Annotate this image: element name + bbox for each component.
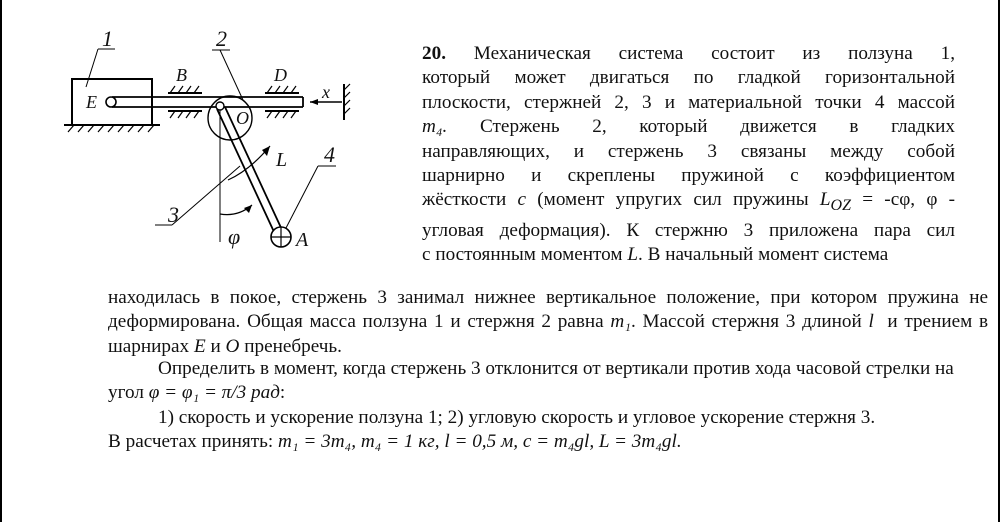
problem-number: 20. (422, 43, 446, 64)
label-E: E (86, 92, 97, 112)
problem-tasks: 1) скорость и ускорение ползуна 1; 2) угловую скорость и угловое ускорение стержня 3. В расчетах принять: m₁ = 3m₄, m₄ = 1 кг, l = 0,5 м, c = m₄gl, L = 3m₄gl. (108, 407, 876, 453)
intro-line-1: 20. Механическая система состоит из ползуна 1, (422, 43, 955, 64)
hinge-E (106, 97, 116, 107)
intro-line-2: который может двигаться по гладкой горизонтальной (422, 67, 955, 89)
problem-intro (422, 42, 955, 267)
leader-1 (86, 49, 98, 87)
rod-3-right (225, 107, 283, 232)
intro-line-6: шарнирно и скреплены пружиной с коэффициентом (422, 165, 955, 187)
label-1: 1 (102, 26, 113, 51)
intro-line-9: с постоянным моментом L. В начальный момент система (422, 244, 889, 266)
leader-3 (172, 166, 240, 225)
label-phi: φ (228, 224, 241, 249)
label-D: D (274, 65, 287, 85)
label-L: L (276, 149, 288, 171)
problem-question: Определить в момент, когда стержень 3 отклонится от вертикали против хода часовой стрелки на угол φ = φ₁ = π/3 рад: (108, 358, 954, 404)
intro-line-8: угловая деформация). К стержню 3 приложена пара сил (422, 219, 955, 241)
label-A: A (296, 229, 309, 251)
leader-2 (220, 50, 243, 100)
hinge-O (216, 102, 224, 110)
label-4: 4 (324, 142, 335, 167)
leader-4 (286, 166, 318, 228)
intro-line-3: плоскости, стержней 2, 3 и материальной точки 4 массой (422, 91, 955, 113)
mechanism-diagram (60, 20, 400, 260)
intro-line-4: m₄. Стержень 2, который движется в гладких (422, 116, 956, 138)
ground-hatch (68, 125, 154, 132)
label-x: x (322, 82, 330, 102)
label-O: O (236, 108, 249, 128)
x-axis-arrowhead (310, 99, 318, 105)
label-2: 2 (216, 26, 227, 51)
label-3: 3 (168, 202, 179, 227)
intro-line-5: направляющих, и стержень 3 связаны между собой (422, 140, 955, 162)
label-B: B (176, 65, 187, 85)
mechanism-figure (60, 20, 400, 260)
problem-conditions: находилась в покое, стержень 3 занимал нижнее вертикальное положение, при котором пружина не деформирована. Общая масса ползуна 1 и стержня 2 равна m₁. Массой стержня 3 длиной l и трением в шарнирах E и O пренебречь. (108, 287, 989, 357)
intro-line-7: жёсткости c (момент упругих сил пружины $L_{OZ} = -c\varphi$, φ - (422, 189, 956, 215)
